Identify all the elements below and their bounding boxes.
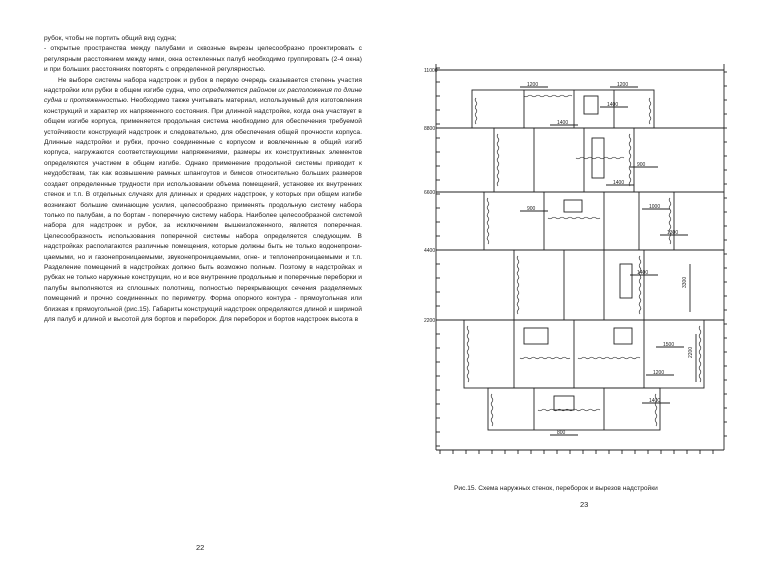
dimension-label: 1200 xyxy=(527,82,539,88)
wavy-break-line xyxy=(487,198,489,244)
dimension-label: 1400 xyxy=(637,270,649,276)
dimension-label: 900 xyxy=(527,206,536,212)
wavy-break-line xyxy=(649,98,651,124)
superstructure-scheme-figure xyxy=(424,58,730,462)
wavy-break-line xyxy=(639,256,641,314)
left-page-body-text xyxy=(44,34,362,325)
dimension-label: 1500 xyxy=(663,342,675,348)
paragraph xyxy=(44,34,362,44)
opening-outline xyxy=(584,96,598,114)
structure-outline xyxy=(464,320,704,388)
left-page-number: 22 xyxy=(196,543,205,552)
wavy-break-line xyxy=(576,157,624,159)
level-label: 11000 xyxy=(424,68,438,74)
opening-outline xyxy=(524,328,548,344)
opening-outline xyxy=(620,264,632,298)
wavy-break-line xyxy=(517,256,519,314)
wavy-break-line xyxy=(699,326,701,382)
dimension-label: 1400 xyxy=(613,180,625,186)
structure-outline xyxy=(514,250,644,320)
level-label: 6600 xyxy=(424,190,436,196)
italic-text: что определяется районом их расположения по длине судна и протяженностью. xyxy=(44,87,362,105)
opening-outline xyxy=(592,138,604,178)
text-run: Необходимо также учитывать материал, используемый для изготовления конструкций и характер их напряженного состояния. При длинной надстройке, когда она участвует в общем изгибе корпуса, применяется продольная система необходимо для обеспечения требуемой устойчивости конструкций надстроек и следовательно, для обеспечения общей прочности корпуса. Длинные надстройки и рубки, прочно соединенные с корпусом и вовлеченные в общий изгиб корпуса, нагружаются соответствующими напряжениями, размеры их конструктивных элементов определяются участием в общем изгибе. Однако применение продольной системы приводит к неудобствам, так как возвышение рамных шпангоутов и бимсов относительно больших размеров создает определенные трудности при использовании объема помещений, установке их внутренних стенок и т.п. В отдельных случаях для длинных и средних надстроек, у которых при общем изгибе возникают большие сминающие усилия, целесообразно применять продольную систему набора только по палубам, а по бортам - поперечную систему набора. Наиболее целесообразной системой набора для надстроек и рубок, за исключением вышеизложенного, является поперечная. Целесообразность использования поперечной системы набора определяется следующим. В надстройках располагаются различные помещения, которые должны быть не только водонепроницаемыми, но и газонепроницаемыми, звуконепроницаемыми, огне- и теплонепроницаемыми и т.п. Разделение помещений в надстройках должно быть возможно полным. Поэтому в надстройках и рубках не только наружные конструкции, но и все внутренние продольные и поперечные переборки и палубы выполняются из сплошных полотнищ, полностью перекрывающих сечения разделяемых помещений и прочно соединенных по периметру. Форма опорного контура - прямоугольная или близкая к прямоугольной (рис.15). Габариты конструкций надстроек определяются длиной и шириной для палуб и длиной и высотой для бортов и переборок. Для переборок и бортов надстроек высота в xyxy=(44,97,362,323)
dimension-label: 1200 xyxy=(617,82,629,88)
wavy-break-line xyxy=(524,95,572,97)
dimension-label: 2200 xyxy=(688,346,694,358)
dimension-label: 800 xyxy=(557,430,566,436)
wavy-break-line xyxy=(497,134,499,186)
wavy-break-line xyxy=(578,357,640,359)
wavy-break-line xyxy=(538,409,600,411)
dimension-label: 1300 xyxy=(667,230,679,236)
text-run: Не выборе системы набора надстроек и рубок в первую очередь сказывается степень участия надстройки или рубки в общем изгибе судна, xyxy=(44,76,362,95)
opening-outline xyxy=(564,200,582,212)
dimension-label: 1400 xyxy=(649,398,661,404)
opening-outline xyxy=(554,396,574,410)
wavy-break-line xyxy=(629,134,631,186)
paragraph xyxy=(44,44,362,75)
wavy-break-line xyxy=(475,98,477,124)
right-page-number: 23 xyxy=(580,500,589,509)
level-label: 2200 xyxy=(424,318,436,324)
structure-outline xyxy=(484,192,674,250)
wavy-break-line xyxy=(669,198,671,244)
text-run: рубок, чтобы не портить общий вид судна; xyxy=(44,35,177,42)
dimension-label: 1400 xyxy=(557,120,569,126)
level-label: 4400 xyxy=(424,248,436,254)
dimension-label: 1000 xyxy=(649,204,661,210)
wavy-break-line xyxy=(520,357,570,359)
dimension-label: 1400 xyxy=(607,102,619,108)
paragraph xyxy=(44,76,362,326)
wavy-break-line xyxy=(491,394,493,426)
dimension-label: 1200 xyxy=(653,370,665,376)
wavy-break-line xyxy=(548,217,600,219)
wavy-break-line xyxy=(467,326,469,382)
dimension-label: 3300 xyxy=(682,276,688,288)
dimension-label: 900 xyxy=(637,162,646,168)
figure-caption: Рис.15. Схема наружных стенок, переборок и вырезов надстройки xyxy=(454,485,658,492)
level-label: 8800 xyxy=(424,126,436,132)
opening-outline xyxy=(614,328,632,344)
text-run: - открытые пространства между палубами и сквозные вырезы целесообразно проектировать с регулярным расстоянием между ними, окна остекленных палуб необходимо группировать (2-4 окна) и при больших расстояниях повторять с определенной регулярностью. xyxy=(44,45,362,74)
